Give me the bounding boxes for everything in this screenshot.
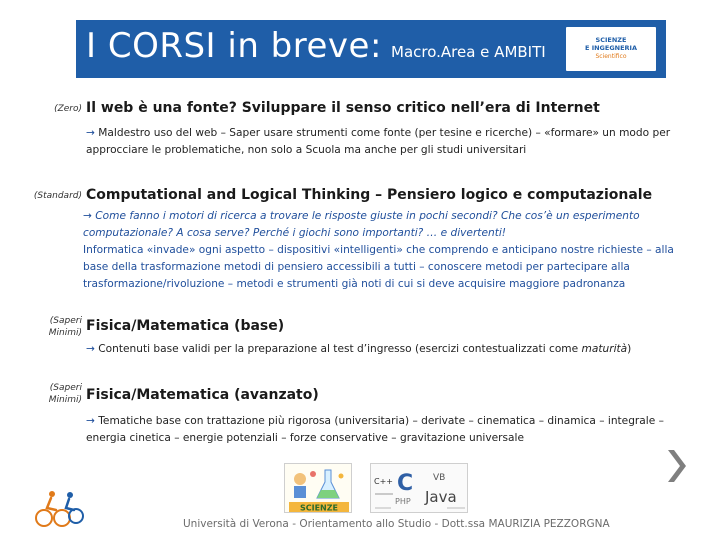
languages-wordcloud xyxy=(371,464,468,513)
lang-word: Java xyxy=(425,488,457,506)
section-body-fisica-avanzato xyxy=(86,413,676,447)
tag-line2: Minimi) xyxy=(48,395,82,405)
next-chevron-icon[interactable] xyxy=(664,448,688,484)
cyclists-logo-icon xyxy=(32,488,90,528)
title-main: I CORSI in breve: xyxy=(86,26,382,66)
section-body-text: Maldestro uso del web – Saper usare strumenti come fonte (per tesine e ricerche) – «formare» un modo per approcciare le problematiche, non solo a Scuola ma anche per gli studi universitari xyxy=(86,127,671,156)
programming-languages-image xyxy=(370,463,468,513)
section-tag-zero: (Zero) xyxy=(54,104,82,114)
section-body-web xyxy=(86,125,686,159)
section-body-fisica-base xyxy=(86,341,696,358)
tag-line1: (Saperi xyxy=(49,316,82,326)
arrow-icon: → xyxy=(86,415,95,427)
logo-line1: SCIENZE xyxy=(595,36,627,44)
scienze-ingegneria-logo xyxy=(566,27,656,71)
tag-line1: (Saperi xyxy=(49,383,82,393)
arrow-icon: → xyxy=(86,127,95,139)
title-sub: Macro.Area e AMBITI xyxy=(391,43,546,61)
science-image xyxy=(284,463,352,513)
tag-line2: Minimi) xyxy=(48,328,82,338)
arrow-icon: → xyxy=(86,343,95,355)
section-heading-fisica-avanzato: Fisica/Matematica (avanzato) xyxy=(86,387,319,403)
lang-word: VB xyxy=(433,473,446,483)
section-tag-saperi-avanzato xyxy=(34,382,82,406)
logo-line3: Scientifico xyxy=(595,53,627,60)
arrow-icon: → xyxy=(83,210,92,222)
section-body-text: Tematiche base con trattazione più rigorosa (universitaria) – derivate – cinematica – dinamica – integrale – energia cinetica – energie potenziali – forze conservative – gravitazione universale xyxy=(86,415,664,444)
title-banner xyxy=(76,20,666,78)
section-body-end: ) xyxy=(627,343,632,355)
section-heading-fisica-base: Fisica/Matematica (base) xyxy=(86,318,285,334)
slide-title xyxy=(86,26,546,66)
logo-line2: E INGEGNERIA xyxy=(584,44,637,52)
lang-word: PHP xyxy=(395,497,411,506)
section-body-text: Contenuti base validi per la preparazione al test d’ingresso (esercizi contestualizzati come xyxy=(98,343,579,355)
section-body-computational xyxy=(83,208,701,293)
section-tag-saperi-base xyxy=(34,315,82,339)
section-body-italic: maturità xyxy=(581,343,628,355)
section-heading-computational: Computational and Logical Thinking – Pensiero logico e computazionale xyxy=(86,187,653,203)
lang-word: C++ xyxy=(374,477,393,486)
section-body-informatica: Informatica «invade» ogni aspetto – dispositivi «intelligenti» che comprendo e anticipano nostre richieste – alla base della trasformazione metodi di pensiero accessibili a tutti – conoscere metodi per partecipare alla trasformazione/rivoluzione – metodi e strumenti già noti di cui si deve acquisire maggiore padronanza xyxy=(83,244,674,290)
science-illustration xyxy=(285,464,352,513)
lang-word: C xyxy=(397,471,414,496)
footer-text: Università di Verona - Orientamento allo Studio - Dott.ssa MAURIZIA PEZZORGNA xyxy=(183,518,610,530)
section-body-questions: Come fanno i motori di ricerca a trovare le risposte giuste in pochi secondi? Che cos’è un esperimento computazionale? A cosa serve? Perché i giochi sono importanti? … e divertenti! xyxy=(83,210,640,239)
section-heading-web: Il web è una fonte? Sviluppare il senso critico nell’era di Internet xyxy=(86,100,600,116)
section-tag-standard: (Standard) xyxy=(33,191,82,201)
science-label: SCIENZE xyxy=(299,503,339,513)
